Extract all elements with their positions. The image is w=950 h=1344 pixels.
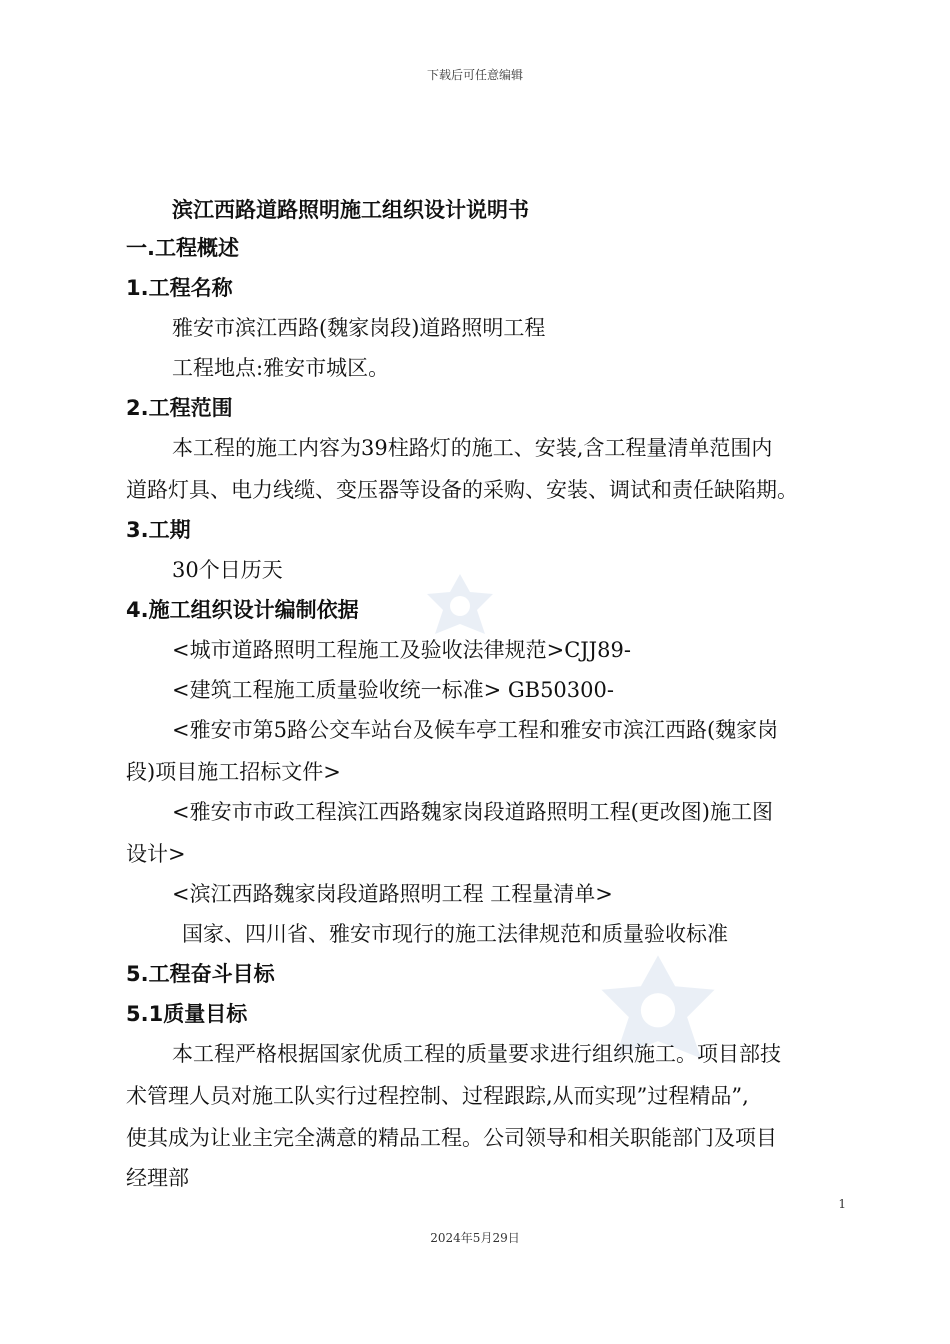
page-header-note: 下载后可任意编辑 [426, 68, 523, 82]
section-heading: 一.工程概述 [126, 236, 239, 260]
subsection-heading: 3.工期 [126, 518, 191, 542]
reference-line: 段)项目施工招标文件> [126, 760, 341, 784]
page-number: 1 [838, 1197, 846, 1211]
document-title: 滨江西路道路照明施工组织设计说明书 [172, 198, 529, 222]
reference-line: 国家、四川省、雅安市现行的施工法律规范和质量验收标准 [182, 922, 728, 946]
paragraph-line: 道路灯具、电力线缆、变压器等设备的采购、安装、调试和责任缺陷期。 [126, 478, 798, 502]
reference-line: 设计> [126, 842, 186, 866]
reference-line: <雅安市市政工程滨江西路魏家岗段道路照明工程(更改图)施工图 [172, 800, 773, 824]
subsection-heading: 5.工程奋斗目标 [126, 962, 275, 986]
paragraph-line: 工程地点:雅安市城区。 [172, 356, 390, 380]
subsection-heading: 1.工程名称 [126, 276, 233, 300]
subsection-heading: 2.工程范围 [126, 396, 233, 420]
paragraph-line: 术管理人员对施工队实行过程控制、过程跟踪,从而实现”过程精品”, [126, 1084, 749, 1108]
footer-date: 2024年5月29日 [430, 1231, 520, 1245]
reference-line: <雅安市第5路公交车站台及候车亭工程和雅安市滨江西路(魏家岗 [172, 718, 779, 742]
paragraph-line: 本工程的施工内容为39柱路灯的施工、安装,含工程量清单范围内 [172, 436, 773, 460]
subsection-heading: 5.1质量目标 [126, 1002, 248, 1026]
paragraph-line: 30个日历天 [172, 558, 283, 582]
reference-line: <滨江西路魏家岗段道路照明工程 工程量清单> [172, 882, 613, 906]
paragraph-line: 使其成为让业主完全满意的精品工程。公司领导和相关职能部门及项目 [126, 1126, 777, 1150]
reference-line: <建筑工程施工质量验收统一标准> GB50300- [172, 678, 614, 702]
paragraph-line: 经理部 [126, 1166, 189, 1190]
reference-line: <城市道路照明工程施工及验收法律规范>CJJ89- [172, 638, 631, 662]
paragraph-line: 雅安市滨江西路(魏家岗段)道路照明工程 [172, 316, 546, 340]
subsection-heading: 4.施工组织设计编制依据 [126, 598, 359, 622]
paragraph-line: 本工程严格根据国家优质工程的质量要求进行组织施工。项目部技 [172, 1042, 781, 1066]
